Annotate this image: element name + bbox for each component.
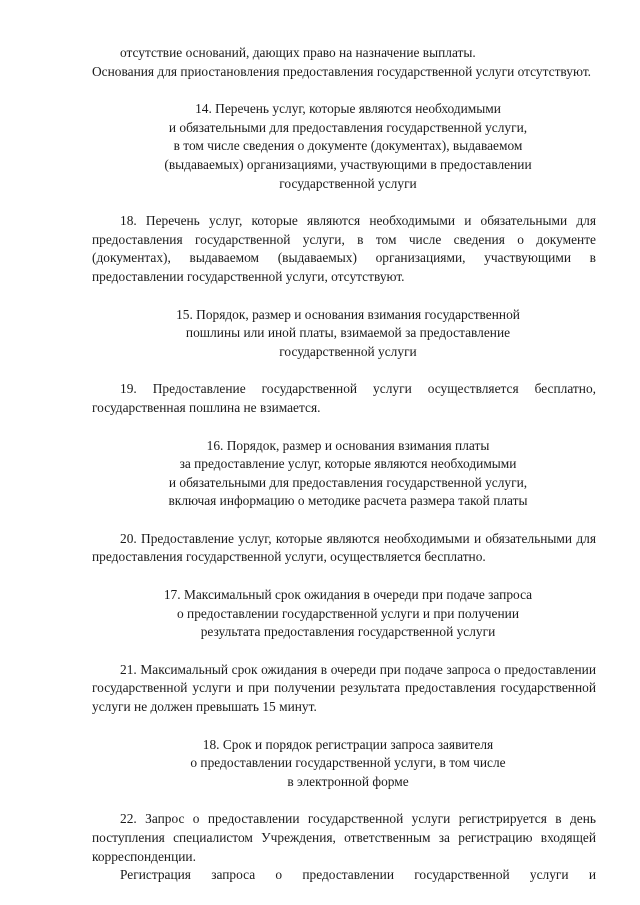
heading-line: о предоставлении государственной услуги, в том числе [190,755,506,771]
paragraph-22-continuation [92,866,596,885]
paragraph-text: Регистрация запроса о предоставлении государственной услуги и [120,867,596,883]
heading-line: в электронной форме [287,773,409,789]
paragraph-19 [92,380,596,417]
heading-line: 16. Порядок, размер и основания взимания платы [206,437,490,453]
paragraph-22 [92,810,596,866]
paragraph-text: 20. Предоставление услуг, которые являются необходимыми и обязательными для предоставления государственной услуги, осуществляется бесплатно. [92,530,596,565]
intro-paragraph [92,63,596,82]
heading-line: 15. Порядок, размер и основания взимания государственной [176,306,520,322]
paragraph-18 [92,212,596,286]
paragraph-20 [92,530,596,567]
heading-line: в том числе сведения о документе (документах), выдаваемом [173,138,523,154]
section-15-heading [100,306,596,362]
intro-line-text: отсутствие оснований, дающих право на назначение выплаты. [120,45,476,60]
heading-line: включая информацию о методике расчета размера такой платы [168,493,528,509]
heading-line: 14. Перечень услуг, которые являются необходимыми [195,101,501,117]
intro-line [120,44,624,63]
paragraph-text: 22. Запрос о предоставлении государственной услуги регистрируется в день поступления специалистом Учреждения, ответственным за регистрацию входящей корреспонденции. [92,811,596,864]
section-18-heading [100,736,596,792]
heading-line: пошлины или иной платы, взимаемой за предоставление [185,325,511,341]
heading-line: 18. Срок и порядок регистрации запроса заявителя [202,736,494,752]
heading-line: 17. Максимальный срок ожидания в очереди при подаче запроса [163,587,533,603]
intro-paragraph-text: Основания для приостановления предоставления государственной услуги отсутствуют. [92,63,592,79]
section-16-heading [100,437,596,511]
heading-line: результата предоставления государственной услуги [200,624,496,640]
heading-line: государственной услуги [279,343,417,359]
section-17-heading [100,586,596,642]
paragraph-text: 19. Предоставление государственной услуги осуществляется бесплатно, государственная пошлина не взимается. [92,381,596,415]
heading-line: и обязательными для предоставления государственной услуги, [168,474,528,490]
paragraph-21 [92,661,596,717]
heading-line: (выдаваемых) организациями, участвующими в предоставлении [164,156,532,172]
heading-line: о предоставлении государственной услуги и при получении [177,605,519,621]
paragraph-text: 21. Максимальный срок ожидания в очереди при подаче запроса о предоставлении государственной услуги и при получении результата предоставления государственной услуги не должен превышать 15 минут. [92,661,596,715]
heading-line: государственной услуги [279,175,417,191]
section-14-heading [100,100,596,193]
heading-line: за предоставление услуг, которые являются необходимыми [179,456,517,472]
document-page [92,44,596,885]
heading-line: и обязательными для предоставления государственной услуги, [168,119,528,135]
paragraph-text: 18. Перечень услуг, которые являются необходимыми и обязательными для предоставления государственной услуги, в том числе сведения о документе (документах), выдаваемом (выдаваемых) организациями, участвующими в предоставлении государственной услуги, отсутствуют. [92,213,596,284]
